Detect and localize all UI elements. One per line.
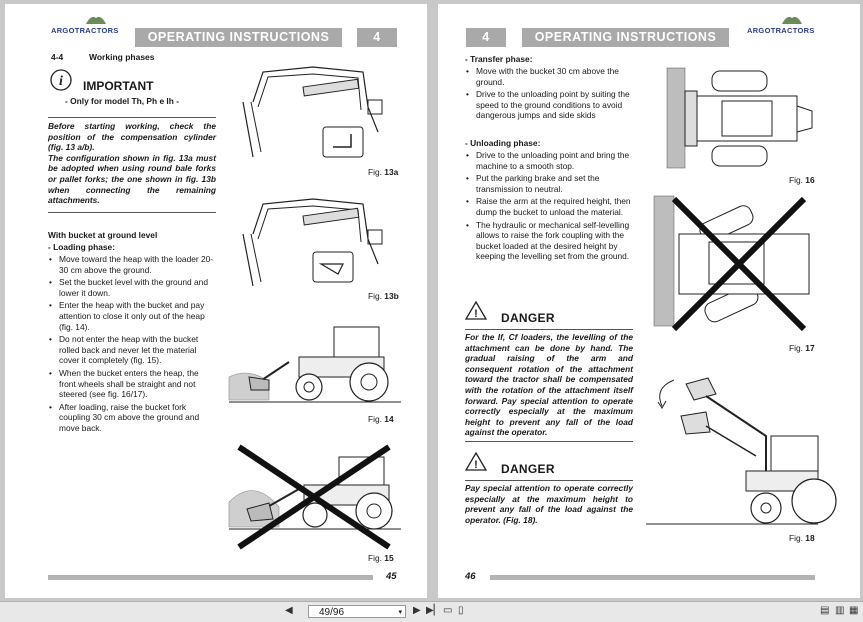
divider [48,212,216,213]
argo-logo [51,26,119,35]
figure-15-image [229,437,401,549]
loading-phase-title: - Loading phase: [48,242,115,252]
svg-text:i: i [59,74,63,89]
figure-13a-image [233,62,393,162]
list-item: • Put the parking brake and set the transmission to neutral. [465,173,633,194]
list-item: • Drive to the unloading point and bring the machine to a smooth stop. [465,150,633,171]
list-item: • Move with the bucket 30 cm above the ground. [465,66,633,87]
svg-text:!: ! [474,459,478,471]
right-page [438,4,860,598]
figure-14-caption: Fig. 14 [368,414,394,424]
figure-18-caption: Fig. 18 [789,533,815,543]
list-item: • When the bucket enters the heap, the front wheels shall be straight and not steered (see fig. 16/17). [48,368,216,400]
warning-icon [465,301,487,320]
list-item: • Do not enter the heap with the bucket rolled back and never let the material cover it completely (fig. 15). [48,334,216,366]
figure-18-image [646,376,818,528]
divider [465,441,633,442]
figure-13b-caption: Fig. 13b [368,291,399,301]
divider [465,480,633,481]
unloading-phase-title: - Unloading phase: [465,138,541,148]
figure-13a-caption: Fig. 13a [368,167,399,177]
footer-bar [490,575,815,580]
important-title: IMPORTANT [83,79,154,93]
page-view-icon[interactable]: ▤ [820,605,830,616]
important-text: Before starting working, check the position of the compensation cylinder (fig. 13 a/b). The configuration shown in fig. 13a must be adopted when using round bale forks or pallet forks; the one shown in fig. 13b when connecting the remaining attachments. [48,121,216,206]
logo-text: ARGOTRACTORS [51,26,119,35]
transfer-phase-title: - Transfer phase: [465,54,533,64]
chapter-number: 4 [466,28,506,47]
figure-13b-image [233,194,393,289]
current-page: 49 [319,607,331,618]
footer-bar [48,575,373,580]
argo-logo [747,26,815,35]
section-number: 4-4 [51,52,64,62]
divider [48,117,216,118]
important-subtitle: - Only for model Th, Ph e Ih - [65,96,179,106]
danger-text: Pay special attention to operate correctly especially at the maximum height to prevent any fall of the load against the operator. (Fig. 18). [465,483,633,525]
figure-14-image [229,322,401,408]
next-page-icon[interactable]: ▶ [413,605,421,616]
divider [465,329,633,330]
figure-17-image [654,194,819,336]
grid-view-icon[interactable]: ▦ [849,605,859,616]
unloading-list [465,150,633,264]
page-number: 46 [465,571,476,582]
loading-list [48,254,216,436]
page-number-input[interactable] [308,605,406,618]
page-number: 45 [386,571,397,582]
list-item: • Set the bucket level with the ground and lower it down. [48,277,216,298]
danger-title: DANGER [501,311,555,325]
section-title: Working phases [89,52,155,62]
list-item: • Move toward the heap with the loader 20-30 cm above the ground. [48,254,216,275]
list-item: • After loading, raise the bucket fork coupling 30 cm above the ground and move back. [48,402,216,434]
info-icon [50,69,72,91]
svg-text:!: ! [474,308,478,320]
single-page-view-icon[interactable]: ▭ [443,605,453,616]
page-separator: / [330,607,333,618]
logo-leaf-icon [85,13,107,25]
transfer-list [465,66,633,123]
two-page-view-icon[interactable]: ▯ [458,605,464,616]
logo-text: ARGOTRACTORS [747,26,815,35]
logo-leaf-icon [781,13,803,25]
figure-16-caption: Fig. 16 [789,175,815,185]
danger-title: DANGER [501,462,555,476]
fit-view-icon[interactable]: ▥ [835,605,845,616]
figure-16-image [667,66,817,171]
warning-icon [465,452,487,471]
danger-text: For the If, Cf loaders, the levelling of the attachment can be done by hand. The gradual raising of the arm and consequent rotation of the attachment toward the tractor shall be compensated with the rotation of the attachment itself forward. Pay special attention to operate correctly especially at the maximum height to prevent any fall of the load against the operator. [465,332,633,438]
list-item: • Raise the arm at the required height, then dump the bucket to unload the material. [465,196,633,217]
list-item: • Drive to the unloading point by suiting the speed to the ground conditions to avoid dangerous jumps and side skids [465,89,633,121]
list-item: • The hydraulic or mechanical self-levelling allows to raise the fork coupling with the bucket loaded at the desired height by keeping the levelling set from the ground. [465,220,633,262]
list-item: • Enter the heap with the bucket and pay attention to close it only out of the heap (fig. 14). [48,300,216,332]
left-page [5,4,427,598]
figure-15-caption: Fig. 15 [368,553,394,563]
prev-page-icon[interactable]: ◀ [285,605,293,616]
total-pages: 96 [332,607,345,618]
bucket-subtitle: With bucket at ground level [48,230,158,240]
figure-17-caption: Fig. 17 [789,343,815,353]
chevron-down-icon[interactable]: ▾ [398,609,402,616]
header-title: OPERATING INSTRUCTIONS [522,28,729,47]
viewer-toolbar [0,601,863,622]
last-page-icon[interactable]: ▶▏ [426,605,442,616]
header-title: OPERATING INSTRUCTIONS [135,28,342,47]
chapter-number: 4 [357,28,397,47]
